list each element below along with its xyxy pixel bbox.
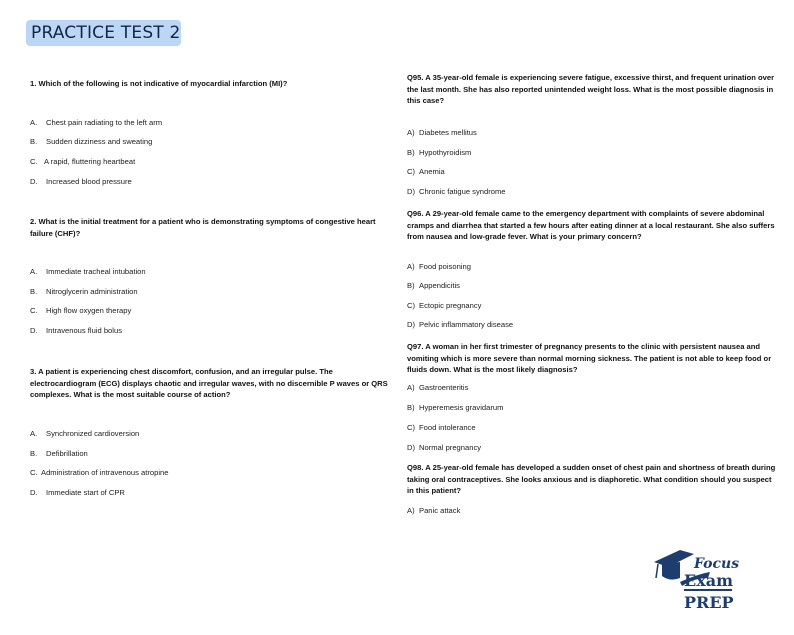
question-2: 2. What is the initial treatment for a patient who is demonstrating symptoms of congestive heart failure (CHF)? — [30, 217, 376, 238]
logo-line1: Focus — [694, 556, 740, 572]
option-letter: A) — [407, 506, 415, 515]
q95-option-c[interactable] — [407, 167, 445, 177]
q97-option-c[interactable] — [407, 423, 476, 433]
option-letter: C. — [30, 306, 38, 315]
question-1: 1. Which of the following is not indicative of myocardial infarction (MI)? — [30, 79, 288, 88]
option-letter: C) — [407, 167, 416, 176]
option-text: Defibrillation — [46, 449, 88, 458]
option-text: Food poisoning — [419, 262, 471, 271]
q96-option-d[interactable] — [407, 320, 513, 330]
option-letter: C) — [407, 301, 416, 310]
q96-option-c[interactable] — [407, 301, 481, 311]
q96-option-b[interactable] — [407, 281, 460, 291]
option-letter: A) — [407, 383, 415, 392]
question-3: 3. A patient is experiencing chest discomfort, confusion, and an irregular pulse. The electrocardiogram (ECG) displays chaotic and irregular waves, with no discernible P waves or QRS complexes. What is the most suitable course of action? — [30, 367, 388, 399]
option-text: Hyperemesis gravidarum — [419, 403, 504, 412]
q1-option-a[interactable] — [30, 118, 162, 128]
option-text: Synchronized cardioversion — [46, 429, 140, 438]
option-letter: C) — [407, 423, 416, 432]
q97-option-b[interactable] — [407, 403, 503, 413]
option-letter: D) — [407, 443, 416, 452]
focus-exam-prep-logo — [650, 534, 750, 614]
question-97: Q97. A woman in her first trimester of pregnancy presents to the clinic with persistent nausea and vomiting which is more severe than normal morning sickness. The patient is not able to keep food or fluids down. What is the most likely diagnosis? — [407, 342, 772, 374]
q2-option-b[interactable] — [30, 287, 138, 297]
option-letter: B) — [407, 148, 415, 157]
q1-option-c[interactable] — [30, 157, 135, 167]
option-letter: B. — [30, 137, 38, 146]
option-text: Increased blood pressure — [46, 177, 132, 186]
q95-option-a[interactable] — [407, 128, 477, 138]
option-letter: A. — [30, 267, 38, 276]
option-letter: C. — [30, 468, 38, 477]
logo-line3: PREP — [684, 593, 734, 612]
option-text: Panic attack — [419, 506, 461, 515]
q1-option-d[interactable] — [30, 177, 132, 187]
question-96: Q96. A 29-year-old female came to the emergency department with complaints of severe abdominal cramps and diarrhea that started a few hours after eating dinner at a local restaurant. She also suffers from nausea and low-grade fever. What is your primary concern? — [407, 209, 775, 241]
q95-option-d[interactable] — [407, 187, 506, 197]
option-text: Sudden dizziness and sweating — [46, 137, 153, 146]
option-letter: A. — [30, 118, 38, 127]
q2-option-a[interactable] — [30, 267, 146, 277]
option-text: Chest pain radiating to the left arm — [46, 118, 163, 127]
option-letter: B) — [407, 403, 415, 412]
option-text: Ectopic pregnancy — [419, 301, 482, 310]
option-text: Chronic fatigue syndrome — [419, 187, 506, 196]
option-text: Anemia — [419, 167, 445, 176]
q2-option-c[interactable] — [30, 306, 131, 316]
option-text: Nitroglycerin administration — [46, 287, 138, 296]
q1-option-b[interactable] — [30, 137, 152, 147]
option-letter: D. — [30, 488, 38, 497]
option-text: Administration of intravenous atropine — [41, 468, 169, 477]
question-95: Q95. A 35-year-old female is experiencing severe fatigue, excessive thirst, and frequent urination over the last month. She has also reported unintended weight loss. What is the most possible diagnosis in this case? — [407, 73, 775, 105]
page-title: PRACTICE TEST 2 — [26, 20, 181, 46]
option-letter: A) — [407, 128, 415, 137]
q2-option-d[interactable] — [30, 326, 122, 336]
cap-base-shape — [662, 562, 680, 580]
q98-option-a[interactable] — [407, 506, 460, 516]
q3-option-b[interactable] — [30, 449, 88, 459]
logo-line2: Exam — [684, 571, 734, 590]
option-letter: D) — [407, 187, 416, 196]
q96-option-a[interactable] — [407, 262, 471, 272]
option-letter: D. — [30, 177, 38, 186]
option-text: A rapid, fluttering heartbeat — [44, 157, 136, 166]
option-text: Intravenous fluid bolus — [46, 326, 122, 335]
option-text: Diabetes mellitus — [419, 128, 477, 137]
q3-option-d[interactable] — [30, 488, 125, 498]
option-letter: B. — [30, 287, 38, 296]
q97-option-d[interactable] — [407, 443, 481, 453]
option-text: Normal pregnancy — [419, 443, 482, 452]
option-letter: D) — [407, 320, 416, 329]
option-letter: B. — [30, 449, 38, 458]
option-letter: A) — [407, 262, 415, 271]
q3-option-c[interactable] — [30, 468, 168, 478]
option-letter: B) — [407, 281, 415, 290]
q97-option-a[interactable] — [407, 383, 468, 393]
cap-tassel-shape — [656, 564, 658, 578]
option-letter: C. — [30, 157, 38, 166]
option-text: Pelvic inflammatory disease — [419, 320, 514, 329]
option-text: Appendicitis — [419, 281, 460, 290]
option-letter: A. — [30, 429, 38, 438]
option-text: High flow oxygen therapy — [46, 306, 132, 315]
option-text: Immediate tracheal intubation — [46, 267, 146, 276]
option-text: Gastroenteritis — [419, 383, 469, 392]
option-text: Hypothyroidism — [419, 148, 472, 157]
q3-option-a[interactable] — [30, 429, 139, 439]
q95-option-b[interactable] — [407, 148, 471, 158]
option-text: Food intolerance — [419, 423, 476, 432]
option-letter: D. — [30, 326, 38, 335]
question-98: Q98. A 25-year-old female has developed a sudden onset of chest pain and shortness of breath during taking oral contraceptives. She looks anxious and is diaphoretic. What condition should you suspect in this patient? — [407, 463, 776, 495]
option-text: Immediate start of CPR — [46, 488, 125, 497]
